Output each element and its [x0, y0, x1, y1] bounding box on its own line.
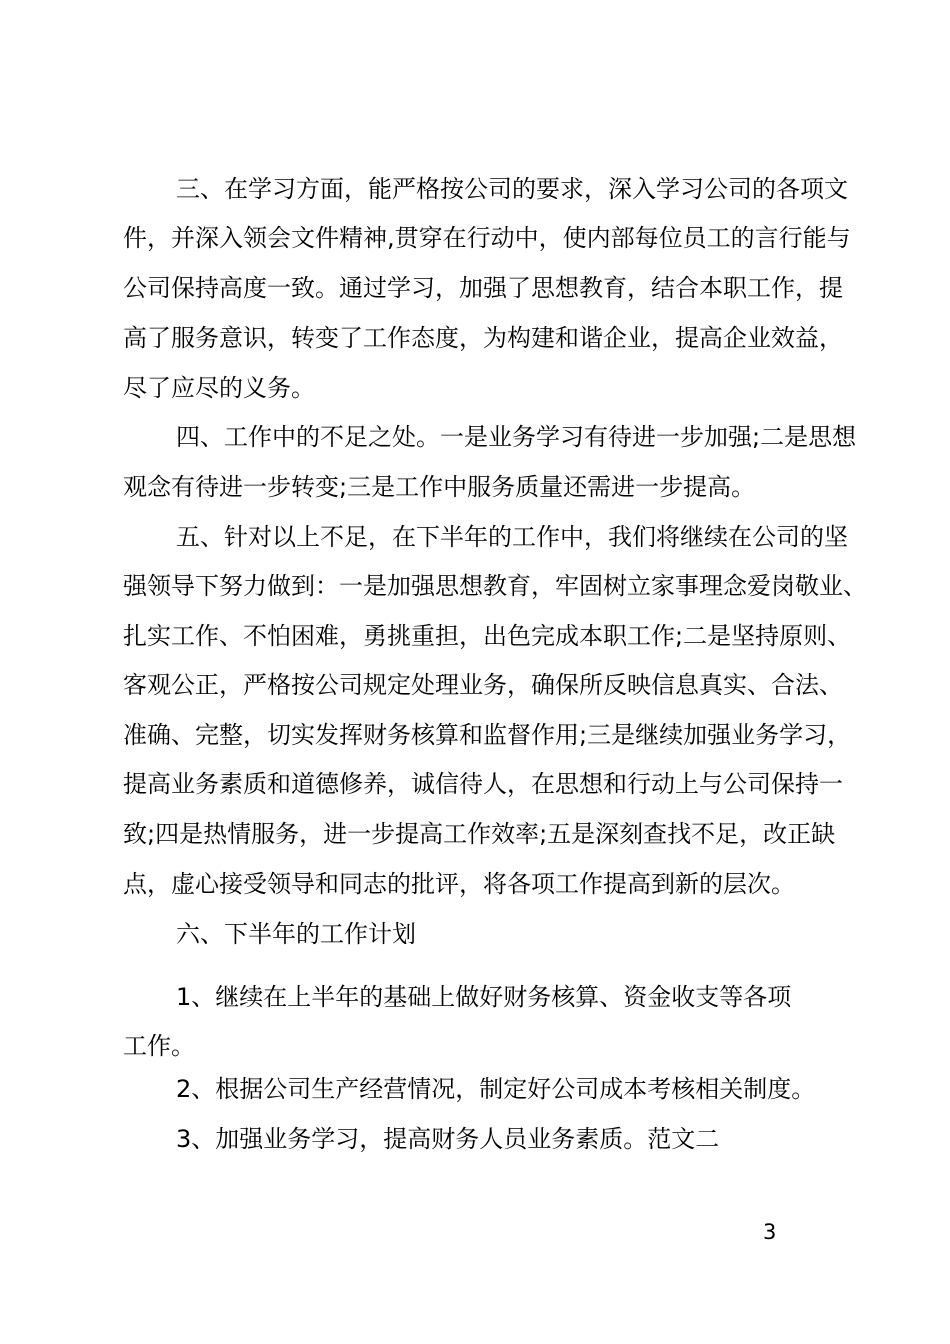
paragraph-5-line-5: 准确、完整，切实发挥财务核算和监督作用;三是继续加强业务学习， — [123, 721, 852, 749]
section-6-heading: 六、下半年的工作计划 — [176, 920, 416, 948]
page-number: 3 — [763, 1220, 777, 1244]
paragraph-3-line-5: 尽了应尽的义务。 — [123, 374, 315, 402]
paragraph-5-line-2: 强领导下努力做到：一是加强思想教育，牢固树立家事理念爱岗敬业、 — [123, 572, 867, 600]
paragraph-3-line-4: 高了服务意识，转变了工作态度，为构建和谐企业，提高企业效益， — [123, 324, 843, 352]
plan-item-2: 2、根据公司生产经营情况，制定好公司成本考核相关制度。 — [176, 1075, 816, 1103]
paragraph-5-line-1: 五、针对以上不足，在下半年的工作中，我们将继续在公司的坚 — [176, 523, 848, 551]
paragraph-5-line-3: 扎实工作、不怕困难，勇挑重担，出色完成本职工作;二是坚持原则、 — [123, 622, 852, 650]
paragraph-5-line-7: 致;四是热情服务，进一步提高工作效率;五是深刻查找不足，改正缺 — [123, 820, 836, 848]
paragraph-4-line-1: 四、工作中的不足之处。一是业务学习有待进一步加强;二是思想 — [176, 423, 857, 451]
paragraph-5-line-6: 提高业务素质和道德修养，诚信待人，在思想和行动上与公司保持一 — [123, 770, 843, 798]
paragraph-5-line-4: 客观公正，严格按公司规定处理业务，确保所反映信息真实、合法、 — [123, 671, 843, 699]
plan-item-1-line-1: 1、继续在上半年的基础上做好财务核算、资金收支等各项 — [176, 983, 792, 1011]
paragraph-5-line-8: 点，虚心接受领导和同志的批评，将各项工作提高到新的层次。 — [123, 870, 795, 898]
paragraph-3-line-2: 件，并深入领会文件精神,贯穿在行动中，使内部每位员工的言行能与 — [123, 224, 851, 252]
plan-item-1-line-2: 工作。 — [123, 1032, 195, 1060]
paragraph-3-line-3: 公司保持高度一致。通过学习，加强了思想教育，结合本职工作，提 — [123, 274, 843, 302]
paragraph-4-line-2: 观念有待进一步转变;三是工作中服务质量还需进一步提高。 — [123, 473, 756, 501]
paragraph-3-line-1: 三、在学习方面，能严格按公司的要求，深入学习公司的各项文 — [176, 175, 848, 203]
plan-item-3: 3、加强业务学习，提高财务人员业务素质。范文二 — [176, 1125, 720, 1153]
